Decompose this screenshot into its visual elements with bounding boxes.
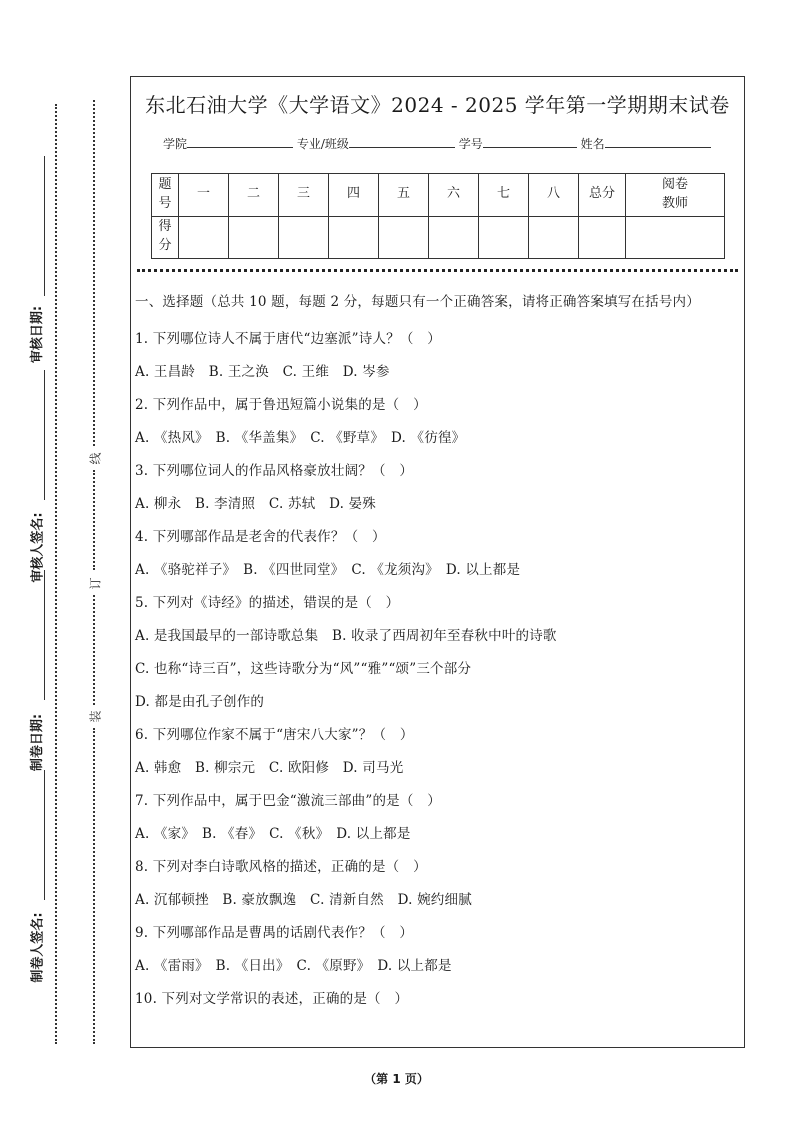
review-date-write-line bbox=[44, 156, 45, 296]
score-table-col: 四 bbox=[329, 174, 379, 217]
option-line: A. 《骆驼祥子》 B. 《四世同堂》 C. 《龙须沟》 D. 以上都是 bbox=[135, 562, 521, 578]
student-id-field[interactable] bbox=[483, 135, 577, 148]
paper-date-write-line bbox=[44, 570, 45, 700]
paper-date-label: 制卷日期: bbox=[30, 713, 46, 772]
option-line: A. 《家》 B. 《春》 C. 《秋》 D. 以上都是 bbox=[135, 826, 411, 842]
name-field[interactable] bbox=[605, 135, 711, 148]
major-class-label: 专业/班级 bbox=[296, 137, 349, 151]
question-line: 8. 下列对李白诗歌风格的描述，正确的是（ ） bbox=[135, 859, 427, 875]
score-table-col: 一 bbox=[179, 174, 229, 217]
score-cell[interactable] bbox=[429, 216, 479, 259]
question-line: 5. 下列对《诗经》的描述，错误的是（ ） bbox=[135, 595, 400, 611]
score-table-col-grader: 阅卷 教师 bbox=[626, 174, 725, 217]
score-table-col: 五 bbox=[379, 174, 429, 217]
score-cell[interactable] bbox=[529, 216, 579, 259]
student-info-row bbox=[163, 135, 711, 152]
question-line: 1. 下列哪位诗人不属于唐代“边塞派”诗人？（ ） bbox=[135, 331, 441, 347]
score-cell[interactable] bbox=[229, 216, 279, 259]
major-class-field[interactable] bbox=[349, 135, 455, 148]
option-line: A. 沉郁顿挫 B. 豪放飘逸 C. 清新自然 D. 婉约细腻 bbox=[135, 892, 472, 908]
binding-line-top bbox=[93, 100, 95, 446]
score-table-col-total: 总分 bbox=[579, 174, 626, 217]
college-label: 学院 bbox=[163, 137, 188, 151]
question-line: 3. 下列哪位词人的作品风格豪放壮阔？（ ） bbox=[135, 463, 414, 479]
binding-label-xian: 线 bbox=[88, 452, 103, 465]
score-cell-grader[interactable] bbox=[626, 216, 725, 259]
college-field[interactable] bbox=[187, 135, 293, 148]
score-cell[interactable] bbox=[379, 216, 429, 259]
score-table-row-label-defen: 得 分 bbox=[152, 216, 179, 259]
section-heading: 一、选择题（总共 10 题，每题 2 分，每题只有一个正确答案，请将正确答案填写在括号内） bbox=[135, 294, 700, 310]
question-line: 2. 下列作品中，属于鲁迅短篇小说集的是（ ） bbox=[135, 397, 427, 413]
question-line: 6. 下列哪位作家不属于“唐宋八大家”？（ ） bbox=[135, 727, 414, 743]
score-table-col: 六 bbox=[429, 174, 479, 217]
score-cell[interactable] bbox=[479, 216, 529, 259]
score-table-col: 八 bbox=[529, 174, 579, 217]
option-line: A. 是我国最早的一部诗歌总集 B. 收录了西周初年至春秋中叶的诗歌 bbox=[135, 628, 557, 644]
score-table-header-row bbox=[152, 174, 725, 217]
option-line: A. 王昌龄 B. 王之涣 C. 王维 D. 岑参 bbox=[135, 364, 390, 380]
reviewer-signature-label: 审核人签名: bbox=[30, 512, 46, 583]
binding-label-zhuang: 装 bbox=[88, 710, 103, 723]
score-table-col: 二 bbox=[229, 174, 279, 217]
binding-line-middle bbox=[93, 470, 95, 570]
binding-line-bottom bbox=[93, 728, 95, 1044]
student-id-label: 学号 bbox=[458, 137, 483, 151]
question-section bbox=[135, 291, 739, 1016]
margin-dotted-line-left bbox=[55, 104, 57, 1044]
review-date-label: 审核日期: bbox=[30, 305, 46, 364]
score-cell[interactable] bbox=[179, 216, 229, 259]
option-line: D. 都是由孔子创作的 bbox=[135, 694, 265, 710]
name-label: 姓名 bbox=[580, 137, 605, 151]
paper-maker-signature-label: 制卷人签名: bbox=[30, 912, 46, 983]
reviewer-signature-write-line bbox=[44, 370, 45, 500]
score-table bbox=[151, 173, 725, 259]
binding-line-middle2 bbox=[93, 595, 95, 705]
score-table-col: 七 bbox=[479, 174, 529, 217]
page-number: （第 1 页） bbox=[364, 1072, 429, 1086]
question-line: 9. 下列哪部作品是曹禺的话剧代表作？（ ） bbox=[135, 925, 414, 941]
question-line: 7. 下列作品中，属于巴金“激流三部曲”的是（ ） bbox=[135, 793, 441, 809]
option-line: A. 韩愈 B. 柳宗元 C. 欧阳修 D. 司马光 bbox=[135, 760, 404, 776]
score-cell[interactable] bbox=[279, 216, 329, 259]
score-table-row-label-tihao: 题 号 bbox=[152, 174, 179, 217]
binding-label-ding: 订 bbox=[88, 577, 103, 590]
exam-frame bbox=[130, 76, 745, 1048]
option-line: C. 也称“诗三百”，这些诗歌分为“风”“雅”“颂”三个部分 bbox=[135, 661, 472, 677]
option-line: A. 《雷雨》 B. 《日出》 C. 《原野》 D. 以上都是 bbox=[135, 958, 452, 974]
option-line: A. 柳永 B. 李清照 C. 苏轼 D. 晏殊 bbox=[135, 496, 376, 512]
option-line: A. 《热风》 B. 《华盖集》 C. 《野草》 D. 《彷徨》 bbox=[135, 430, 466, 446]
question-line: 4. 下列哪部作品是老舍的代表作？（ ） bbox=[135, 529, 386, 545]
score-cell[interactable] bbox=[329, 216, 379, 259]
score-table-score-row bbox=[152, 216, 725, 259]
question-line: 10. 下列对文学常识的表述，正确的是（ ） bbox=[135, 991, 409, 1007]
score-table-col: 三 bbox=[279, 174, 329, 217]
score-cell-total[interactable] bbox=[579, 216, 626, 259]
dotted-separator bbox=[137, 269, 738, 272]
exam-title: 东北石油大学《大学语文》2024 - 2025 学年第一学期期末试卷 bbox=[145, 93, 730, 117]
paper-maker-signature-write-line bbox=[44, 770, 45, 900]
